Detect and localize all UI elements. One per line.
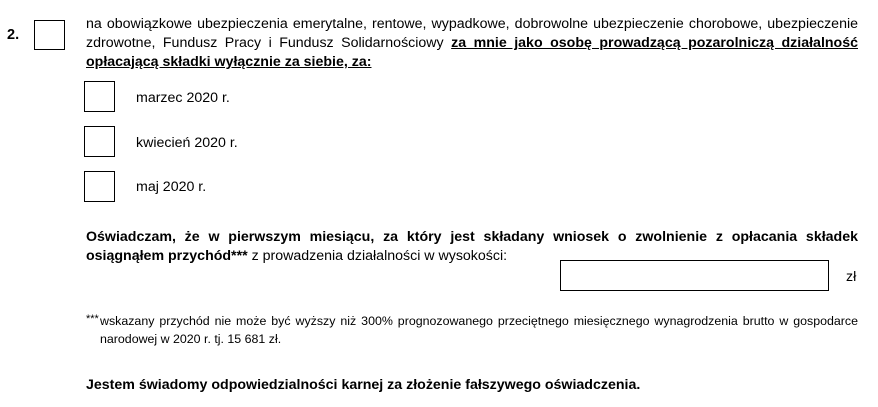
section-number: 2. <box>7 27 20 43</box>
declaration-bold-text: Oświadczam, że w pierwszym miesiącu, za który jest składany wniosek o zwolnienie z opłacania składek osiągnąłem przychód*** <box>86 229 858 264</box>
month-checkbox-may[interactable] <box>84 171 115 202</box>
income-amount-field[interactable] <box>560 260 829 291</box>
month-label-april: kwiecień 2020 r. <box>136 135 238 151</box>
footnote-marker: *** <box>86 313 99 325</box>
month-checkbox-march[interactable] <box>84 81 115 112</box>
footnote-text: wskazany przychód nie może być wyższy niż 300% prognozowanego przeciętnego miesięcznego wynagrodzenia brutto w gospodarce narodowej w 2020 r. tj. 15 681 zł. <box>100 314 858 346</box>
intro-plain-text: na obowiązkowe ubezpieczenia emerytalne, rentowe, wypadkowe, dobrowolne ubezpieczenie chorobowe, ubezpieczenie zdrowotne, Fundusz Pracy i Fundusz Solidarnościowy <box>86 16 858 51</box>
section-2-checkbox[interactable] <box>34 20 65 50</box>
month-label-may: maj 2020 r. <box>136 179 207 195</box>
liability-statement: Jestem świadomy odpowiedzialności karnej za złożenie fałszywego oświadczenia. <box>86 377 641 393</box>
month-checkbox-april[interactable] <box>84 126 115 157</box>
footnote <box>86 312 858 348</box>
declaration-plain-text: z prowadzenia działalności w wysokości: <box>247 248 508 264</box>
currency-label: zł <box>846 269 857 285</box>
intro-emphasis-text: za mnie jako osobę prowadzącą pozarolniczą działalność opłacającą składki wyłącznie za siebie, za: <box>86 35 858 70</box>
month-label-march: marzec 2020 r. <box>136 90 230 106</box>
section-intro-text <box>86 15 858 72</box>
